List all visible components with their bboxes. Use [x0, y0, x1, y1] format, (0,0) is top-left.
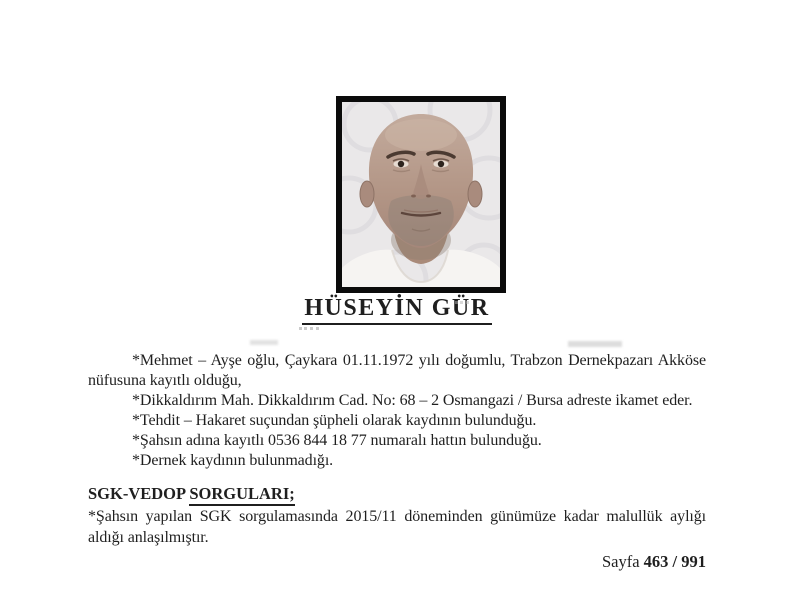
- right-ear: [468, 181, 482, 207]
- sgk-heading-plain: SGK-VEDOP: [88, 484, 186, 504]
- sgk-line: aldığı anlaşılmıştır.: [88, 529, 209, 547]
- portrait-photo-graphic: [342, 102, 500, 287]
- sgk-section-heading: [88, 483, 706, 504]
- person-details: [88, 351, 706, 471]
- forehead-highlight: [385, 119, 457, 151]
- person-name-title: HÜSEYİN GÜR: [302, 296, 491, 325]
- page-number-footer: [88, 552, 706, 572]
- detail-line: *Dikkaldırım Mah. Dikkaldırım Cad. No: 68 – 2 Osmangazi / Bursa adreste ikamet eder.: [132, 392, 693, 410]
- detail-line: *Mehmet – Ayşe oğlu, Çaykara 01.11.1972 yılı doğumlu, Trabzon Dernekpazarı Akköse: [132, 352, 706, 370]
- detail-line: *Dernek kaydının bulunmadığı.: [132, 452, 334, 470]
- suspect-photo: [336, 96, 506, 293]
- page-number-label: Sayfa: [601, 552, 640, 572]
- sgk-line: *Şahsın yapılan SGK sorgulamasında 2015/11 döneminden günümüze kadar malullük aylığı: [88, 508, 706, 526]
- sgk-heading-underlined: SORGULARI;: [189, 484, 294, 506]
- left-ear: [360, 181, 374, 207]
- page-number-value: 463 / 991: [643, 552, 706, 572]
- sgk-body: [88, 506, 706, 548]
- sgk-vedop-section: [88, 483, 706, 548]
- title-row: [88, 296, 706, 325]
- detail-line: nüfusuna kayıtlı olduğu,: [88, 372, 242, 390]
- detail-line: *Tehdit – Hakaret suçundan şüpheli olarak kaydının bulunduğu.: [132, 412, 537, 430]
- detail-line: *Şahsın adına kayıtlı 0536 844 18 77 numaralı hattın bulunduğu.: [132, 432, 542, 450]
